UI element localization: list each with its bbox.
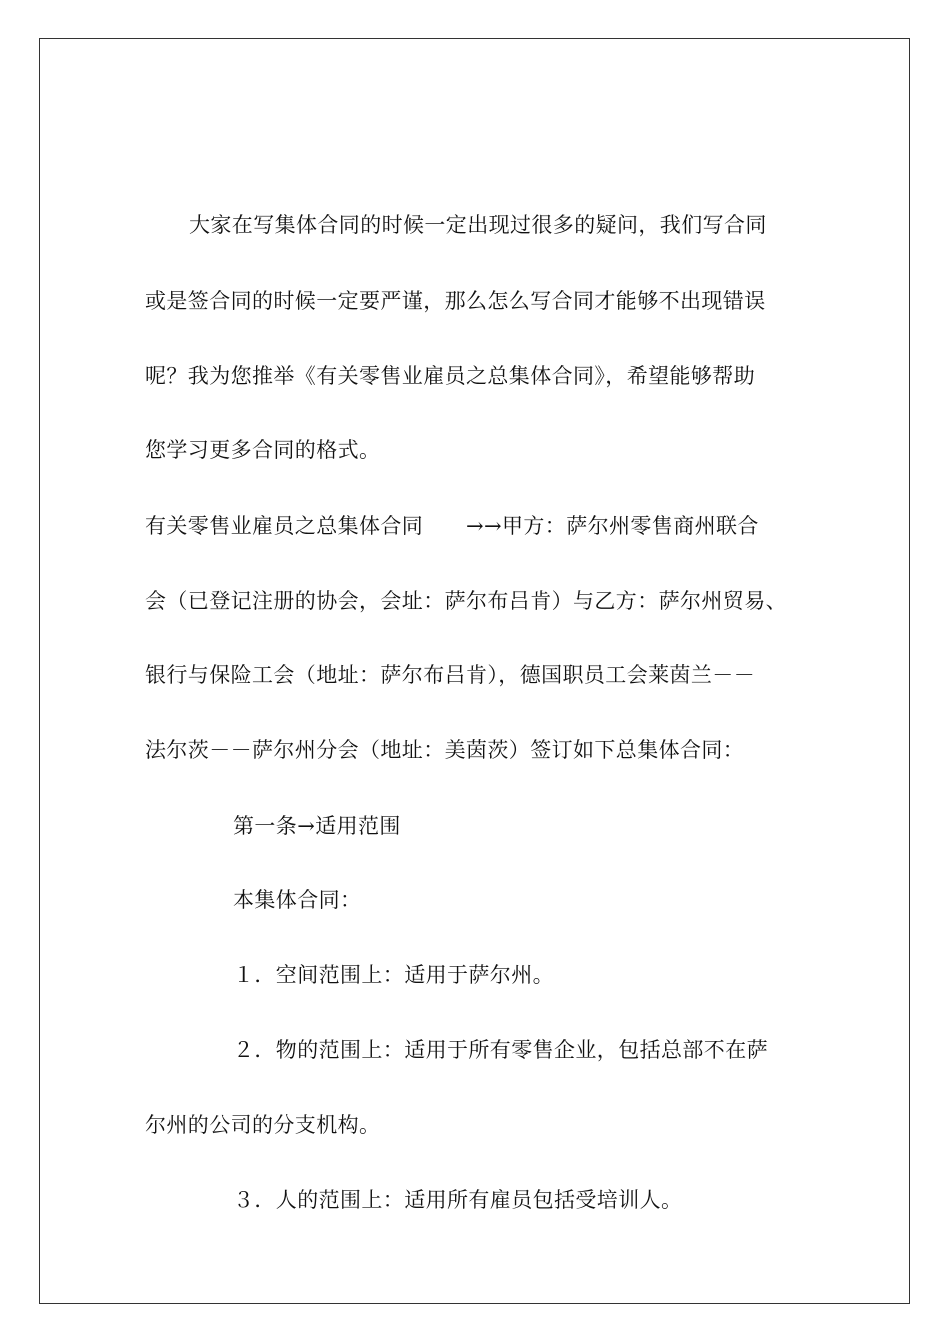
clause-1-spatial-scope: １．空间范围上：适用于萨尔州。 <box>233 963 554 987</box>
intro-paragraph-line-4: 您学习更多合同的格式。 <box>145 438 381 462</box>
intro-paragraph-line-2: 或是签合同的时候一定要严谨，那么怎么写合同才能够不出现错误 <box>145 289 766 313</box>
clause-2-material-scope-line-1: ２．物的范围上：适用于所有零售企业，包括总部不在萨 <box>233 1038 768 1062</box>
intro-paragraph-line-3: 呢？我为您推举《有关零售业雇员之总集体合同》，希望能够帮助 <box>145 364 756 388</box>
contract-parties-line-3: 银行与保险工会（地址：萨尔布吕肯），德国职员工会莱茵兰－－ <box>145 663 756 687</box>
clause-3-personal-scope: ３．人的范围上：适用所有雇员包括受培训人。 <box>233 1188 683 1212</box>
clause-2-material-scope-line-2: 尔州的公司的分支机构。 <box>145 1113 381 1137</box>
contract-parties-line-4: 法尔茨－－萨尔州分会（地址：美茵茨）签订如下总集体合同： <box>145 738 745 762</box>
contract-parties-line-2: 会（已登记注册的协会，会址：萨尔布吕肯）与乙方：萨尔州贸易、 <box>145 589 787 613</box>
intro-paragraph-line-1: 大家在写集体合同的时候一定出现过很多的疑问，我们写合同 <box>189 213 767 237</box>
article-1-intro: 本集体合同： <box>233 888 362 912</box>
article-1-heading: 第一条→适用范围 <box>233 814 401 838</box>
contract-parties-line-1: 有关零售业雇员之总集体合同 →→甲方：萨尔州零售商州联合 <box>145 514 759 538</box>
